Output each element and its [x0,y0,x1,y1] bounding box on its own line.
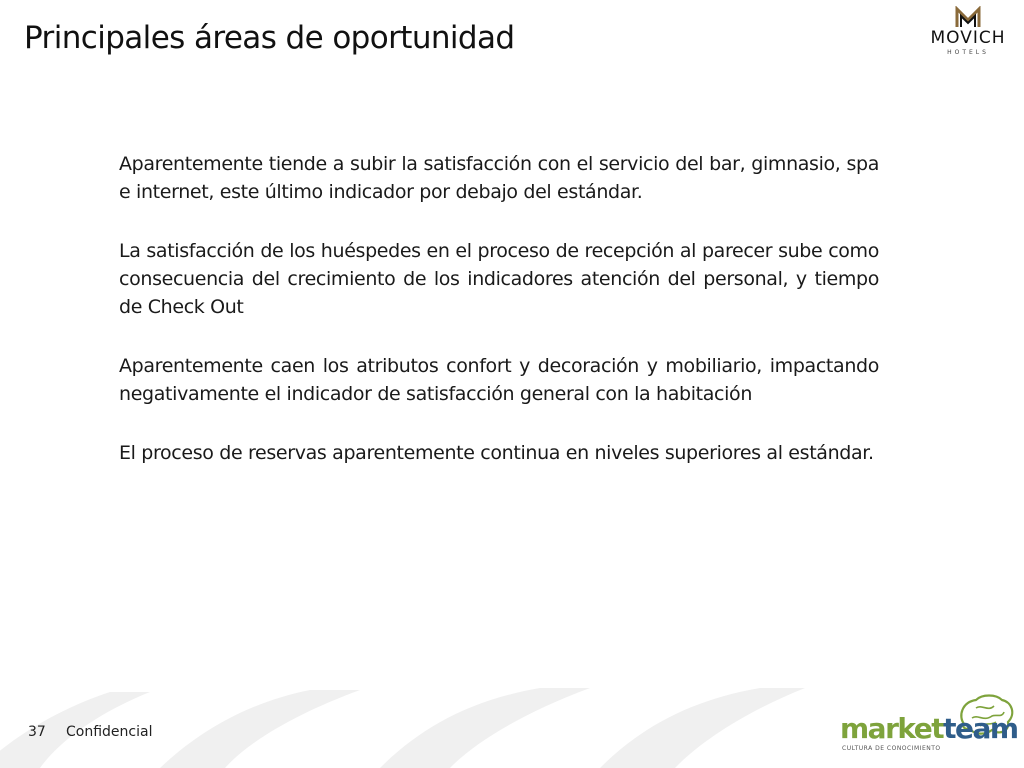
movich-logo-subtitle: HOTELS [947,49,989,56]
marketteam-tagline: CULTURA DE CONOCIMIENTO [842,745,941,752]
movich-hotels-logo [918,6,1018,62]
slide-body [119,150,879,498]
movich-m-icon [955,6,981,28]
slide-title: Principales áreas de oportunidad [24,20,515,56]
confidential-label: Confidencial [66,724,153,740]
marketteam-wordmark [840,712,1018,745]
body-paragraph: Aparentemente tiende a subir la satisfacción con el servicio del bar, gimnasio, spa e internet, este último indicador por debajo del estándar. [119,153,879,203]
body-paragraph: La satisfacción de los huéspedes en el proceso de recepción al parecer sube como consecuencia del crecimiento de los indicadores atención del personal, y tiempo de Check Out [119,240,879,318]
marketteam-word-team: team [943,712,1018,745]
marketteam-logo [838,694,1018,760]
page-number: 37 [28,724,46,740]
movich-logo-name: MOVICH [930,28,1006,48]
marketteam-word-market: market [840,712,944,745]
body-paragraph: Aparentemente caen los atributos confort y decoración y mobiliario, impactando negativamente el indicador de satisfacción general con la habitación [119,355,879,405]
body-paragraph: El proceso de reservas aparentemente continua en niveles superiores al estándar. [119,442,874,464]
